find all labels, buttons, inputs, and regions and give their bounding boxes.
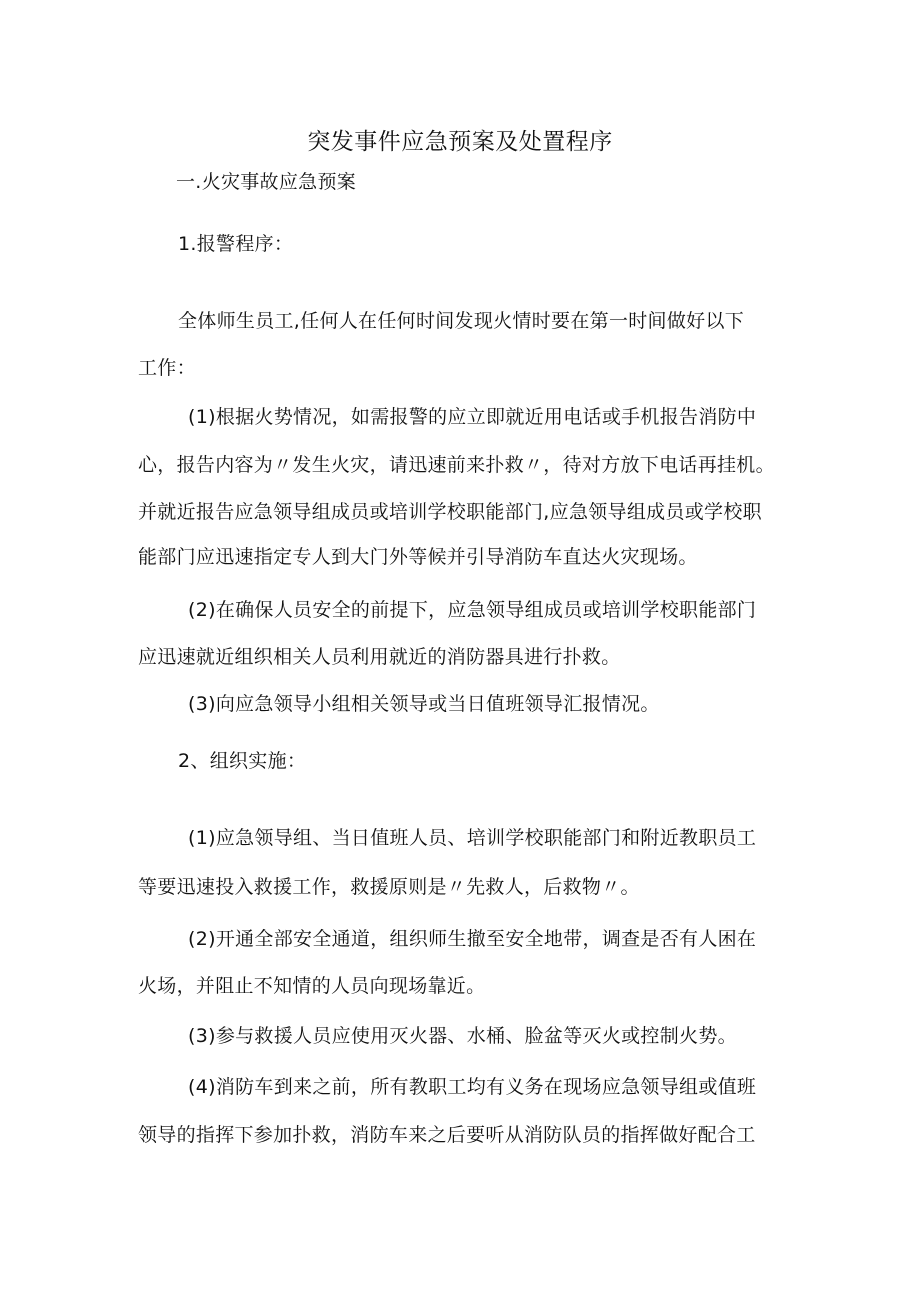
paragraph-line: 领导的指挥下参加扑救，消防车来之后要听从消防队员的指挥做好配合工	[138, 1124, 756, 1146]
document-title: 突发事件应急预案及处置程序	[307, 129, 613, 155]
paragraph-line: 等要迅速投入救援工作，救援原则是〃先救人，后救物〃。	[138, 876, 640, 898]
paragraph-line: (1)根据火势情况，如需报警的应立即就近用电话或手机报告消防中	[188, 406, 757, 428]
paragraph-line: (2)开通全部安全通道，组织师生撤至安全地带，调查是否有人困在	[188, 928, 757, 950]
subheading-alarm-procedure: 1.报警程序：	[178, 233, 294, 255]
paragraph-line: 火场，并阻止不知情的人员向现场靠近。	[138, 975, 486, 997]
paragraph-line: (2)在确保人员安全的前提下，应急领导组成员或培训学校职能部门	[188, 599, 757, 621]
paragraph-line: 全体师生员工,任何人在任何时间发现火情时要在第一时间做好以下	[178, 310, 745, 332]
paragraph-line: 应迅速就近组织相关人员利用就近的消防器具进行扑救。	[138, 646, 621, 668]
paragraph-line: 工作：	[138, 357, 196, 379]
paragraph-line: 能部门应迅速指定专人到大门外等候并引导消防车直达火灾现场。	[138, 546, 698, 568]
paragraph-line: (3)参与救援人员应使用灭火器、水桶、脸盆等灭火或控制火势。	[188, 1025, 737, 1047]
subheading-organize: 2、组织实施：	[178, 750, 307, 772]
paragraph-line: 并就近报告应急领导组成员或培训学校职能部门,应急领导组成员或学校职	[138, 501, 762, 523]
paragraph-line: 心，报告内容为〃发生火灾，请迅速前来扑救〃，待对方放下电话再挂机。	[138, 454, 775, 476]
paragraph-line: (3)向应急领导小组相关领导或当日值班领导汇报情况。	[188, 693, 660, 715]
paragraph-line: (1)应急领导组、当日值班人员、培训学校职能部门和附近教职员工	[188, 827, 757, 849]
section-heading-fire: 一.火灾事故应急预案	[176, 171, 357, 193]
paragraph-line: (4)消防车到来之前，所有教职工均有义务在现场应急领导组或值班	[188, 1076, 757, 1098]
